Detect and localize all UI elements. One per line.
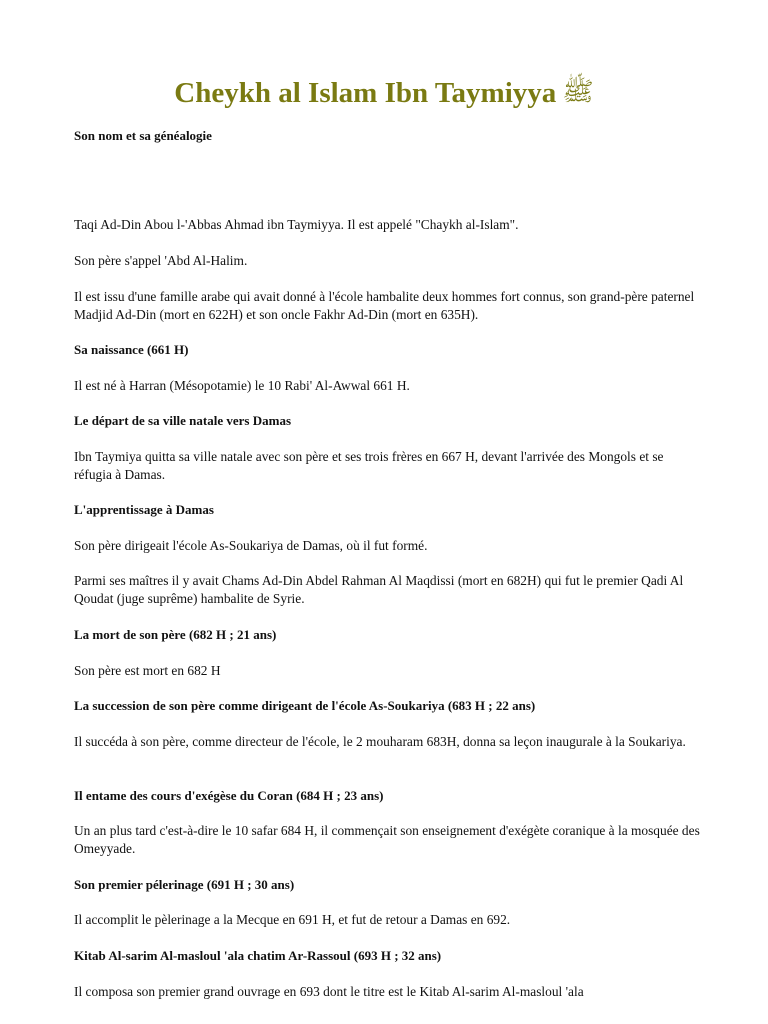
paragraph: Il est issu d'une famille arabe qui avait donné à l'école hambalite deux hommes fort connus, son grand-père paternel Madjid Ad-Din (mort en 622H) et son oncle Fakhr Ad-Din (mort en 635H). — [74, 289, 695, 322]
title-text: Cheykh al Islam Ibn Taymiyya — [174, 77, 557, 109]
section-heading: Le départ de sa ville natale vers Damas — [74, 413, 292, 428]
paragraph: Un an plus tard c'est-à-dire le 10 safar 684 H, il commençait son enseignement d'exégète coranique à la mosquée des Omeyyade. — [74, 823, 700, 856]
section-heading: Sa naissance (661 H) — [74, 342, 189, 357]
paragraph: Ibn Taymiya quitta sa ville natale avec son père et ses trois frères en 667 H, devant l'arrivée des Mongols et se réfugia à Damas. — [74, 449, 664, 482]
section-heading: La succession de son père comme dirigeant de l'école As-Soukariya (683 H ; 22 ans) — [74, 698, 536, 713]
section-heading: Son premier pélerinage (691 H ; 30 ans) — [74, 877, 295, 892]
paragraph: Il accomplit le pèlerinage a la Mecque en 691 H, et fut de retour a Damas en 692. — [74, 912, 511, 927]
paragraph: Taqi Ad-Din Abou l-'Abbas Ahmad ibn Taymiyya. Il est appelé "Chaykh al-Islam". — [74, 217, 519, 232]
page-title — [0, 72, 768, 113]
section-heading: Kitab Al-sarim Al-masloul 'ala chatim Ar-Rassoul (693 H ; 32 ans) — [74, 948, 442, 963]
paragraph: Parmi ses maîtres il y avait Chams Ad-Din Abdel Rahman Al Maqdissi (mort en 682H) qui fut le premier Qadi Al Qoudat (juge suprême) hambalite de Syrie. — [74, 573, 684, 606]
honorific-calligraphy-icon: ﷺ — [562, 77, 594, 106]
paragraph: Son père est mort en 682 H — [74, 663, 221, 678]
section-heading: La mort de son père (682 H ; 21 ans) — [74, 627, 277, 642]
paragraph: Son père dirigeait l'école As-Soukariya de Damas, où il fut formé. — [74, 538, 428, 553]
paragraph: Il succéda à son père, comme directeur de l'école, le 2 mouharam 683H, donna sa leçon inaugurale à la Soukariya. — [74, 734, 686, 749]
section-heading: L'apprentissage à Damas — [74, 502, 214, 517]
paragraph: Il est né à Harran (Mésopotamie) le 10 Rabi' Al-Awwal 661 H. — [74, 378, 410, 393]
paragraph: Il composa son premier grand ouvrage en 693 dont le titre est le Kitab Al-sarim Al-masloul 'ala — [74, 984, 584, 999]
paragraph: Son père s'appel 'Abd Al-Halim. — [74, 253, 248, 268]
section-heading: Il entame des cours d'exégèse du Coran (684 H ; 23 ans) — [74, 788, 384, 803]
section-heading: Son nom et sa généalogie — [74, 128, 212, 143]
